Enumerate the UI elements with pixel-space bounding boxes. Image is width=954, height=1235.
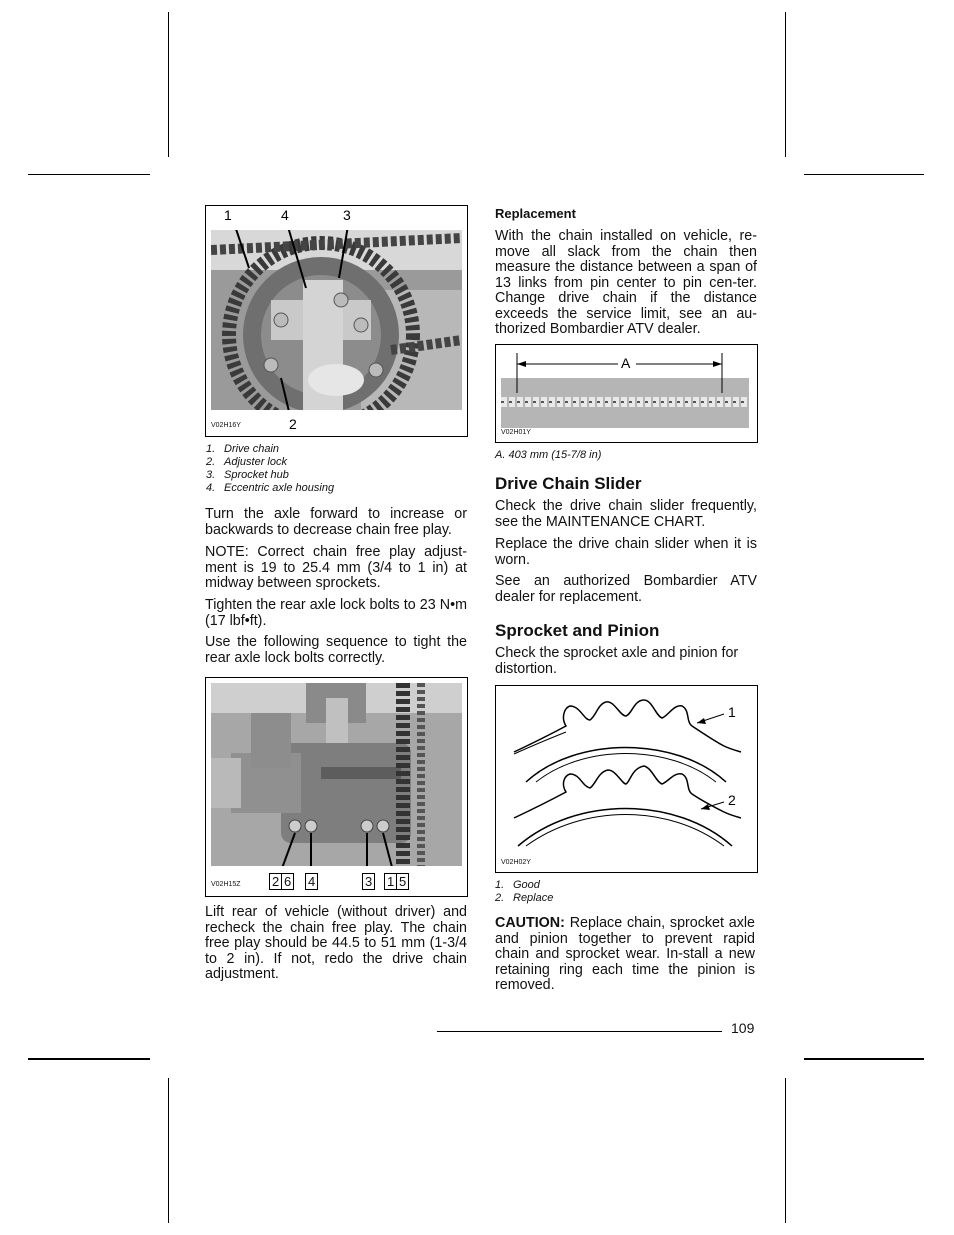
paragraph-replacement: With the chain installed on vehicle, re-move all slack from the chain then measure the distance between a span of 13 links from pin center to pin cen-ter. Change drive chain if the distance exceeds the service limit, see an au-thorized Bombardier ATV dealer. (495, 228, 757, 337)
figure-code: V02H16Y (211, 422, 241, 429)
paragraph-axle-turn: Turn the axle forward to increase or backwards to decrease chain free play. (205, 506, 467, 538)
bolt-label-2: 2 (269, 873, 282, 890)
dimension-label-a: A (621, 355, 631, 371)
figure-caption-list (495, 879, 755, 905)
paragraph-slider-check: Check the drive chain slider frequently, see the MAINTENANCE CHART. (495, 498, 757, 530)
callout-4: 4 (281, 207, 289, 223)
bolt-label-5: 5 (396, 873, 409, 890)
paragraph-tighten: Tighten the rear axle lock bolts to 23 N•m (17 lbf•ft). (205, 597, 467, 629)
sprocket-pinion-heading: Sprocket and Pinion (495, 621, 660, 640)
crop-mark (785, 12, 786, 157)
sprocket-teeth-diagram (496, 686, 757, 872)
figure-drive-chain (205, 205, 468, 437)
replacement-heading: Replacement (495, 206, 576, 221)
callout-2: 2 (289, 416, 297, 432)
drive-chain-photo (211, 230, 462, 410)
bolt-label-3: 3 (362, 873, 375, 890)
callout-1: 1 (224, 207, 232, 223)
bolt-label-6: 6 (281, 873, 294, 890)
page-number: 109 (731, 1020, 755, 1036)
caption-item: 4. Eccentric axle housing (206, 482, 335, 494)
figure-code: V02H15Z (211, 881, 241, 888)
caption-item: 2. Adjuster lock (206, 456, 287, 468)
figure-code: V02H01Y (501, 429, 531, 436)
crop-mark (28, 174, 150, 175)
paragraph-recheck: Lift rear of vehicle (without driver) and recheck the chain free play. The chain free play should be 44.5 to 51 mm (1-3/4 to 2 in). If not, redo the drive chain adjustment. (205, 904, 467, 982)
crop-mark (804, 1058, 924, 1060)
drive-chain-slider-heading: Drive Chain Slider (495, 474, 642, 493)
callout-replace: 2 (728, 792, 736, 808)
paragraph-sprocket-check: Check the sprocket axle and pinion for distortion. (495, 645, 739, 677)
axle-lock-bolts-photo (211, 683, 462, 866)
figure-axle-lock-bolts (205, 677, 468, 897)
crop-mark (804, 174, 924, 175)
caution-label: CAUTION: (495, 915, 565, 931)
figure-code: V02H02Y (501, 859, 531, 866)
note-label: NOTE: (205, 544, 249, 560)
paragraph-note (205, 545, 467, 592)
crop-mark (28, 1058, 150, 1060)
bolt-label-1: 1 (384, 873, 397, 890)
paragraph-sequence: Use the following sequence to tight the rear axle lock bolts correctly. (205, 634, 467, 666)
footer-rule (437, 1031, 722, 1032)
crop-mark (168, 1078, 169, 1223)
caption-item: 2. Replace (495, 892, 554, 904)
crop-mark (785, 1078, 786, 1223)
figure-sprocket-teeth (495, 685, 758, 873)
caption-item: 1. Good (495, 879, 540, 891)
bolt-label-4: 4 (305, 873, 318, 890)
figure-chain-span (495, 344, 758, 443)
caption-item: 3. Sprocket hub (206, 469, 289, 481)
paragraph-slider-replace: Replace the drive chain slider when it is worn. (495, 536, 757, 568)
figure-caption: A. 403 mm (15-7/8 in) (495, 449, 602, 461)
note-text: Correct chain free play adjust-ment is 19 to 25.4 mm (3/4 to 1 in) at midway between sprockets. (205, 544, 467, 591)
crop-mark (168, 12, 169, 157)
figure-caption-list (206, 443, 466, 495)
callout-good: 1 (728, 704, 736, 720)
paragraph-slider-dealer: See an authorized Bombardier ATV dealer for replacement. (495, 573, 757, 605)
caution-text: Replace chain, sprocket axle and pinion together to prevent rapid chain and sprocket wear. In-stall a new retaining ring each time the pinion is removed. (495, 915, 755, 993)
callout-3: 3 (343, 207, 351, 223)
paragraph-caution (495, 916, 755, 994)
caption-item: 1. Drive chain (206, 443, 280, 455)
